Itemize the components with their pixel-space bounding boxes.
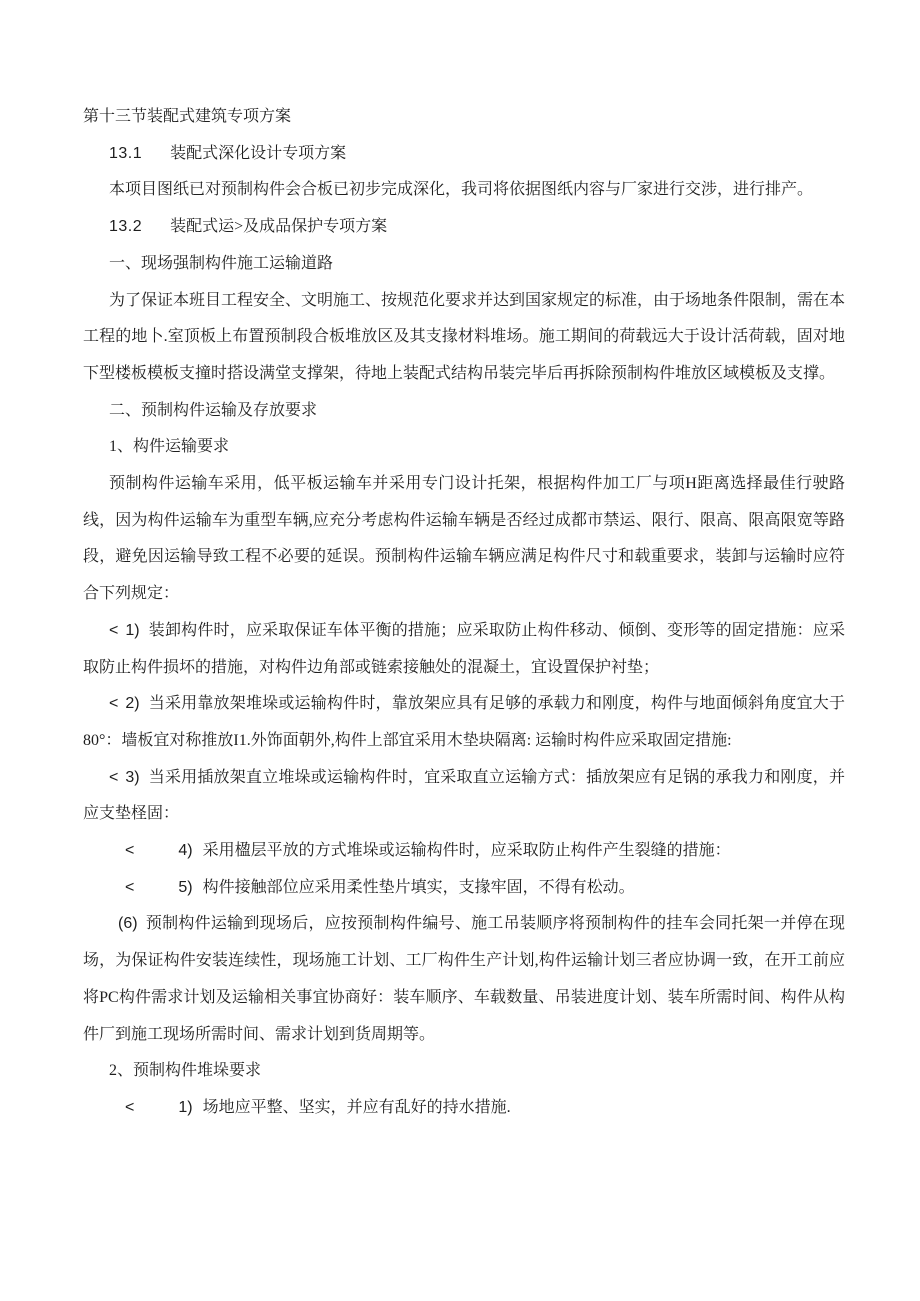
item-marker: < xyxy=(125,842,135,860)
item-marker: < xyxy=(109,695,119,713)
item-number: 3) xyxy=(125,768,140,786)
item-text: 当采用靠放架堆垛或运输构件时，靠放架应具有足够的承载力和刚度，构件与地面倾斜角度宜大于80°：墙板宜对称推放I1.外饰面朝外,构件上部宜采用木垫块隔离: 运输时构件应采取固定措施: xyxy=(83,695,845,749)
item-number: 1) xyxy=(125,621,140,639)
document-content xyxy=(83,99,845,1127)
list-item-6 xyxy=(83,906,845,1053)
item-marker: < xyxy=(109,768,119,786)
item-number: (6) xyxy=(118,915,138,933)
item-number: 1) xyxy=(178,1098,193,1116)
list-item-2 xyxy=(83,686,845,759)
item-number: 5) xyxy=(178,878,193,896)
heading-site-transport-road: 一、现场强制构件施工运输道路 xyxy=(109,254,334,272)
item-text: 预制构件运输到现场后，应按预制构件编号、施工吊装顺序将预制构件的挂车会同托架一并停在现场，为保证构件安装连续性，现场施工计划、工厂构件生产计划,构件运输计划三者应协调一致，在开工前应将PC构件需求计划及运输相关事宜协商好：装车顺序、车载数量、吊装进度计划、装车所需时间、构件从构件厂到施工现场所需时间、需求计划到货周期等。 xyxy=(83,915,845,1043)
list-item-5 xyxy=(83,870,845,907)
item-number: 2) xyxy=(125,695,140,713)
heading-transport-storage-requirements: 二、预制构件运输及存放要求 xyxy=(109,401,318,419)
paragraph-transport-vehicle: 预制构件运输车采用，低平板运输车并采用专门设计托架，根据构件加工厂与项H距离选择最佳行驶路线，因为构件运输车为重型车辆,应充分考虑构件运输车辆是否经过成都市禁运、限行、限高、限高限宽等路段，避免因运输导致工程不必要的延误。预制构件运输车辆应满足构件尺寸和载重要求，装卸与运输时应符合下列规定： xyxy=(83,475,845,603)
subsection-title: 装配式深化设计专项方案 xyxy=(170,144,347,162)
item-marker: < xyxy=(125,1098,135,1116)
subsection-heading-13-1 xyxy=(83,136,845,173)
item-text: 构件接触部位应采用柔性垫片填实，支掾牢固，不得有松动。 xyxy=(202,878,635,896)
list-item-4 xyxy=(83,833,845,870)
heading-stacking-requirements: 2、预制构件堆垛要求 xyxy=(109,1062,262,1080)
list-item-3 xyxy=(83,760,845,833)
item-marker: < xyxy=(125,878,135,896)
item-text: 场地应平整、坚实，并应有乱好的持水措施. xyxy=(202,1098,511,1116)
subsection-number: 13.2 xyxy=(109,218,143,236)
item-text: 当采用插放架直立堆垛或运输构件时，宜采取直立运输方式：插放架应有足锅的承我力和刚度，并应支垫柽固： xyxy=(83,768,845,823)
paragraph-site-layout: 为了保证本班目工程安全、文明施工、按规范化要求并达到国家规定的标准，由于场地条件限制，需在本工程的地卜.室顶板上布置预制段合板堆放区及其支掾材料堆场。施工期间的荷载远大于设计活荷载，固对地下型楼板模板支撞时搭设满堂支撑架，待地上装配式结构吊装完毕后再拆除预制构件堆放区域模板及支撑。 xyxy=(83,291,846,382)
list-item-1 xyxy=(83,613,845,686)
list-item-stacking-1 xyxy=(83,1090,845,1127)
heading-component-transport: 1、构件运输要求 xyxy=(109,438,230,456)
paragraph-deepen-design: 本项目图纸已对预制构件会合板已初步完成深化，我司将依据图纸内容与厂家进行交涉，进行排产。 xyxy=(109,181,814,199)
section-heading: 第十三节装配式建筑专项方案 xyxy=(83,108,292,125)
subsection-title: 装配式运>及成品保护专项方案 xyxy=(170,218,388,236)
subsection-heading-13-2 xyxy=(83,209,845,246)
item-number: 4) xyxy=(178,842,193,860)
item-text: 采用楹层平放的方式堆垛或运输构件时，应采取防止构件产生裂缝的措施： xyxy=(202,842,731,860)
subsection-number: 13.1 xyxy=(109,144,143,162)
item-text: 装卸构件时，应采取保证车体平衡的措施；应采取防止构件移动、倾倒、变形等的固定措施：应采取防止构件损坏的措施，对构件边角部或链索接触处的混凝土，宜设置保护衬垫； xyxy=(83,621,845,676)
item-marker: < xyxy=(109,621,119,639)
